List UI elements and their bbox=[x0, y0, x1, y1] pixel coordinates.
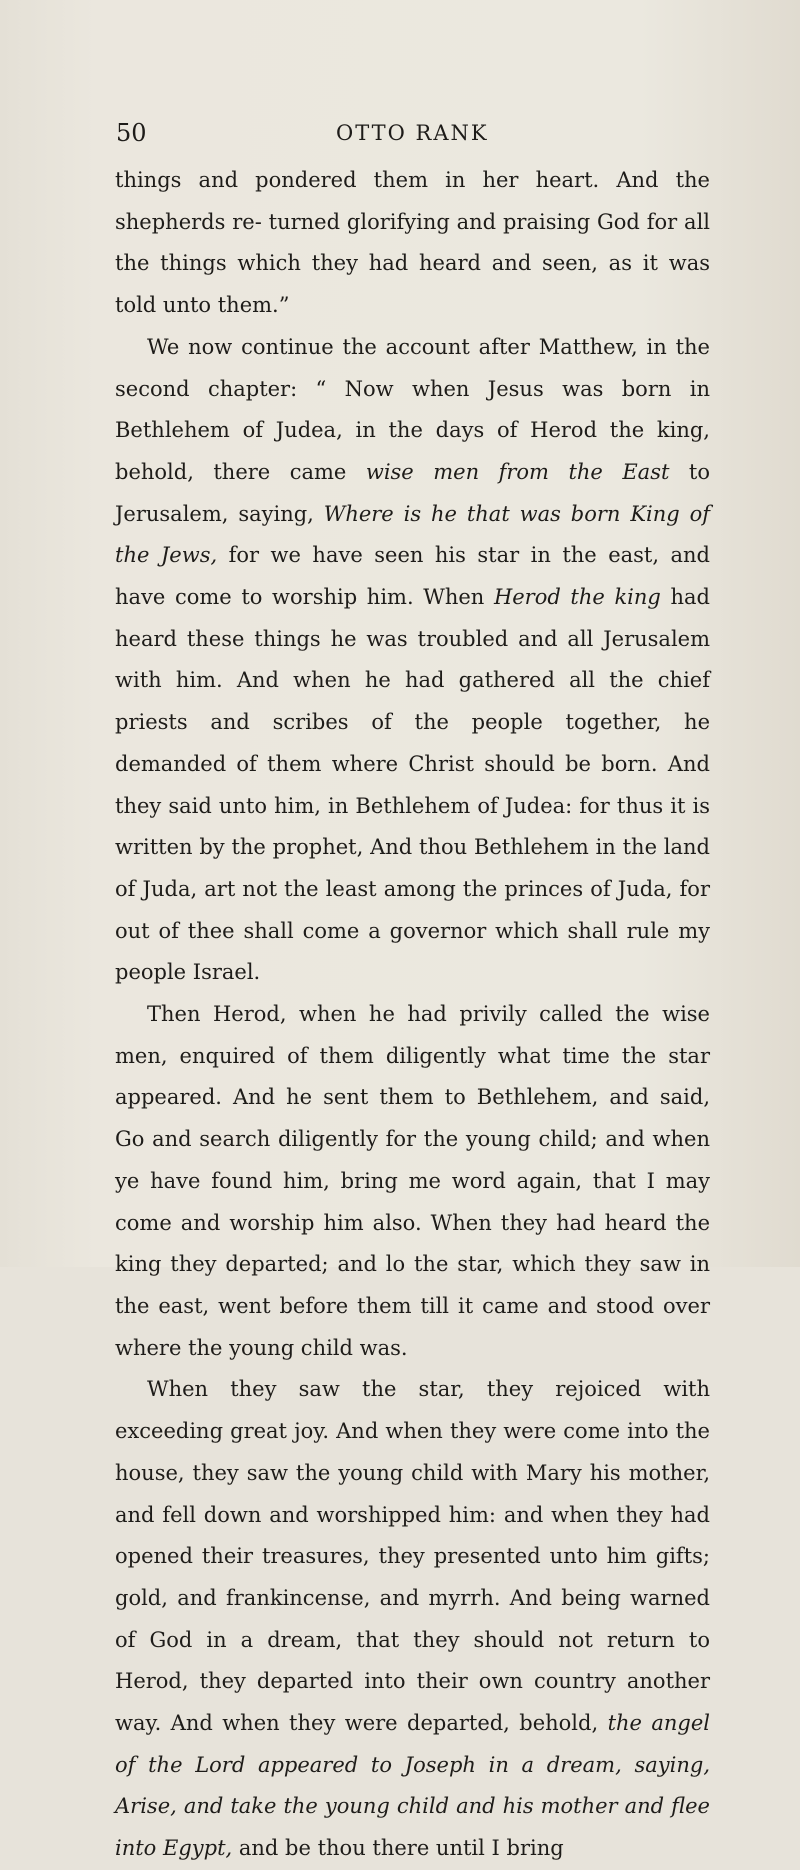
text-span: We now continue the account after Matthew, in the second chapter: “ Now when Jesus was born in Bethlehem of Judea, in the days of Herod the king, behold, there came bbox=[115, 334, 710, 484]
text-span: to Jerusalem, saying, bbox=[115, 459, 710, 526]
text-span: and be thou there until I bring bbox=[232, 1836, 564, 1861]
text-span: had heard these things he was troubled and all Jerusalem with him. And when he had gathered all the chief priests and scribes of the people together, he demanded of them where Christ should be born. And they said unto him, in Bethlehem of Judea: for thus it is written by the prophet, And thou Bethlehem in the land of Juda, art not the least among the princes of Juda, for out of thee shall come a governor which shall rule my people Israel. bbox=[115, 585, 710, 985]
paragraph-4 bbox=[115, 1369, 710, 1869]
italic-span: Where is he that was born King of the Jews, bbox=[115, 501, 711, 568]
paragraph-2 bbox=[115, 327, 710, 994]
italic-span: Herod the king bbox=[493, 585, 661, 610]
text-span: for we have seen his star in the east, and have come to worship him. When bbox=[115, 543, 710, 610]
paragraph-3: Then Herod, when he had privily called the wise men, enquired of them diligently what time the star appeared. And he sent them to Bethlehem, and said, Go and search diligently for the young child; and when ye have found him, bring me word again, that I may come and worship him also. When they had heard the king they departed; and lo the star, which they saw in the east, went before them till it came and stood over where the young child was. bbox=[115, 1002, 710, 1360]
page-header bbox=[116, 116, 716, 150]
italic-span: the angel of the Lord appeared to Joseph in a dream, saying, Arise, and take the young child and his mother and flee into Egypt, bbox=[115, 1711, 710, 1861]
page-number: 50 bbox=[116, 119, 147, 147]
paragraph-1: things and pondered them in her heart. And the shepherds re- turned glorifying and praising God for all the things which they had heard and seen, as it was told unto them.” bbox=[115, 168, 710, 318]
text-span: When they saw the star, they rejoiced with exceeding great joy. And when they were come into the house, they saw the young child with Mary his mother, and fell down and worshipped him: and when they had opened their treasures, they presented unto him gifts; gold, and frankincense, and myrrh. And being warned of God in a dream, that they should not return to Herod, they departed into their own country another way. And when they were departed, behold, bbox=[115, 1377, 710, 1736]
body-text bbox=[115, 160, 710, 1870]
italic-span: wise men from the East bbox=[365, 459, 670, 484]
running-head: OTTO RANK bbox=[336, 121, 489, 145]
